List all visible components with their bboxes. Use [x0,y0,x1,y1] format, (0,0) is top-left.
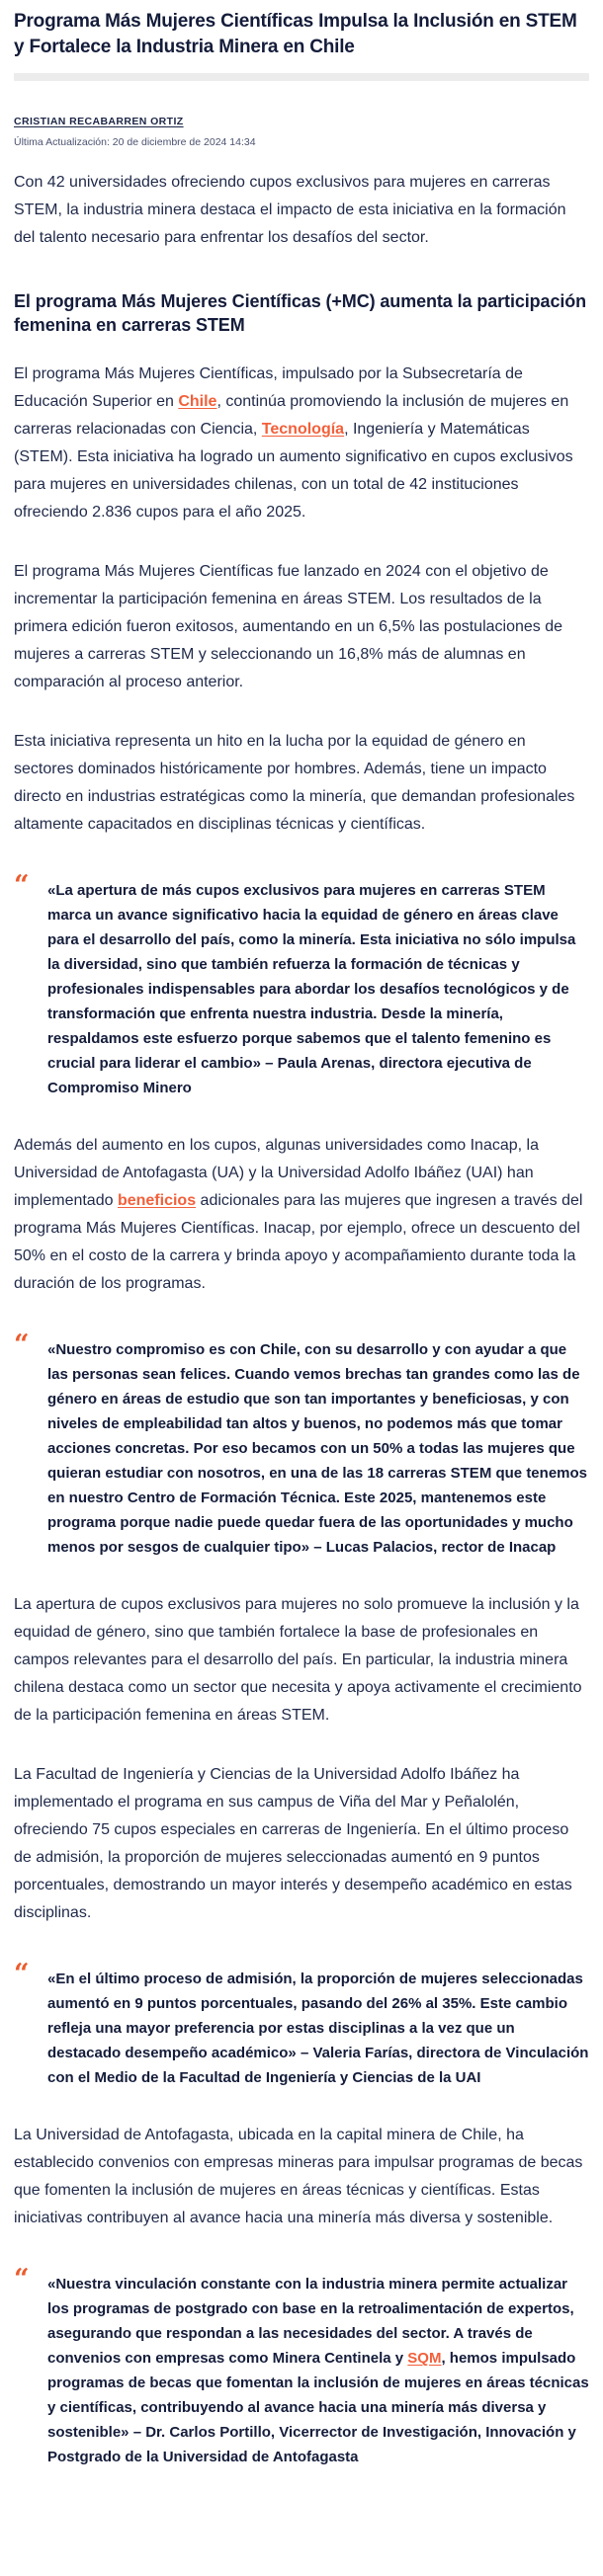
paragraph: La Facultad de Ingeniería y Ciencias de la Universidad Adolfo Ibáñez ha implementado el programa en sus campus de Viña del Mar y Peñalolén, ofreciendo 75 cupos especiales en carreras de Ingeniería. En el último proceso de admisión, la proporción de mujeres seleccionadas aumentó en 9 puntos porcentuales, demostrando un mayor interés y desempeño académico en estas disciplinas. [14,1766,572,1921]
divider-bar [14,73,589,81]
article-title: Programa Más Mujeres Científicas Impulsa la Inclusión en STEM y Fortalece la Industria Minera en Chile [14,11,577,57]
byline [14,112,589,148]
lead-paragraph: Con 42 universidades ofreciendo cupos exclusivos para mujeres en carreras STEM, la industria minera destaca el impacto de esta iniciativa en la formación del talento necesario para enfrentar los desafíos del sector. [14,174,566,246]
quote-text: «Nuestro compromiso es con Chile, con su desarrollo y con ayudar a que las personas sean felices. Cuando vemos brechas tan grandes como las de género en áreas de estudio que son tan importantes y beneficiosas, y con niveles de empleabilidad tan altos y buenos, no podemos más que tomar acciones concretas. Por eso becamos con un 50% a todas las mujeres que quieran estudiar con nosotros, en una de las 18 carreras STEM que tenemos en nuestro Centro de Formación Técnica. Este 2025, mantenemos este programa porque nadie puede quedar fuera de las oportunidades y mucho menos por sesgos de cualquier tipo» – Lucas Palacios, rector de Inacap [47,1341,587,1556]
quote-icon: “ [14,2264,30,2294]
link-tecnologia[interactable]: Tecnología [261,421,345,438]
quote-icon: “ [14,1959,30,1989]
quote-text: «La apertura de más cupos exclusivos para mujeres en carreras STEM marca un avance significativo hacia la equidad de género en áreas clave para el desarrollo del país, como la minería. Esta iniciativa no sólo impulsa la diversidad, sino que también refuerza la formación de técnicas y profesionales indispensables para abordar los desafíos tecnológicos y de transformación que enfrenta nuestra industria. Desde la minería, respaldamos este esfuerzo porque sabemos que el talento femenino es crucial para liderar el cambio» – Paula Arenas, directora ejecutiva de Compromiso Minero [47,882,576,1096]
quote-segment: , hemos impulsado programas de becas que fomentan la inclusión de mujeres en áreas técnicas y científicas, contribuyendo al avance hacia una minería más diversa y sostenible» – Dr. Carlos Portillo, Vicerrector de Investigación, Innovación y Postgrado de la Universidad de Antofagasta [47,2350,589,2465]
blockquote-carlos-portillo [14,2264,589,2469]
paragraph-text: , Ingeniería y Matemáticas (STEM). Esta iniciativa ha logrado un aumento significativo en cupos exclusivos para mujeres en universidades chilenas, con un total de 42 instituciones ofreciendo 2.836 cupos para el año 2025. [14,421,573,521]
link-sqm[interactable]: SQM [407,2350,442,2367]
paragraph-text: adicionales para las mujeres que ingresen a través del programa Más Mujeres Científicas. Inacap, por ejemplo, ofrece un descuento del 50% en el costo de la carrera y brinda apoyo y acompañamiento durante toda la duración de los programas. [14,1192,583,1292]
section-heading: El programa Más Mujeres Científicas (+MC) aumenta la participación femenina en carreras STEM [14,291,587,335]
paragraph: El programa Más Mujeres Científicas fue lanzado en 2024 con el objetivo de incrementar la participación femenina en áreas STEM. Los resultados de la primera edición fueron exitosos, aumentando en un 6,5% las postulaciones de mujeres a carreras STEM y seleccionando un 16,8% más de alumnas en comparación al proceso anterior. [14,563,563,690]
quote-segment: «Nuestra vinculación constante con la industria minera permite actualizar los programas de postgrado con base en la retroalimentación de expertos, asegurando que respondan a las necesidades del sector. A través de convenios con empresas como Minera Centinela y [47,2276,574,2367]
paragraph: Esta iniciativa representa un hito en la lucha por la equidad de género en sectores dominados históricamente por hombres. Además, tiene un impacto directo en industrias estratégicas como la minería, que demandan profesionales altamente capacitados en disciplinas técnicas y científicas. [14,733,575,833]
blockquote-valeria-farias [14,1959,589,2090]
paragraph [14,361,589,526]
paragraph-text: El programa Más Mujeres Científicas, impulsado por la Subsecretaría de Educación Superior en [14,365,523,410]
link-beneficios[interactable]: beneficios [117,1192,197,1209]
author-link[interactable]: CRISTIAN RECABARREN ORTIZ [14,116,184,127]
quote-text [47,2272,589,2469]
blockquote-paula-arenas [14,870,589,1100]
quote-icon: “ [14,870,30,901]
paragraph: La Universidad de Antofagasta, ubicada en la capital minera de Chile, ha establecido convenios con empresas mineras para impulsar programas de becas que fomenten la inclusión de mujeres en áreas técnicas y científicas. Estas iniciativas contribuyen al avance hacia una minería más diversa y sostenible. [14,2127,583,2226]
paragraph: La apertura de cupos exclusivos para mujeres no solo promueve la inclusión y la equidad de género, sino que también fortalece la base de profesionales en campos relevantes para el desarrollo del país. En particular, la industria minera chilena destaca como un sector que necesita y apoya activamente el crecimiento de la participación femenina en áreas STEM. [14,1596,582,1724]
blockquote-lucas-palacios [14,1329,589,1560]
quote-icon: “ [14,1329,30,1360]
paragraph-text: Además del aumento en los cupos, algunas universidades como Inacap, la Universidad de Antofagasta (UA) y la Universidad Adolfo Ibáñez (UAI) han implementado [14,1137,539,1209]
paragraph-text: , continúa promoviendo la inclusión de mujeres en carreras relacionadas con Ciencia, [14,393,569,438]
link-chile[interactable]: Chile [178,393,217,410]
quote-text: «En el último proceso de admisión, la proporción de mujeres seleccionadas aumentó en 9 puntos porcentuales, pasando del 26% al 35%. Este cambio refleja una mayor preferencia por estas disciplinas a la vez que un destacado desempeño académico» – Valeria Farías, directora de Vinculación con el Medio de la Facultad de Ingeniería y Ciencias de la UAI [47,1971,589,2086]
last-updated: Última Actualización: 20 de diciembre de 2024 14:34 [14,136,256,148]
paragraph [14,1132,589,1298]
